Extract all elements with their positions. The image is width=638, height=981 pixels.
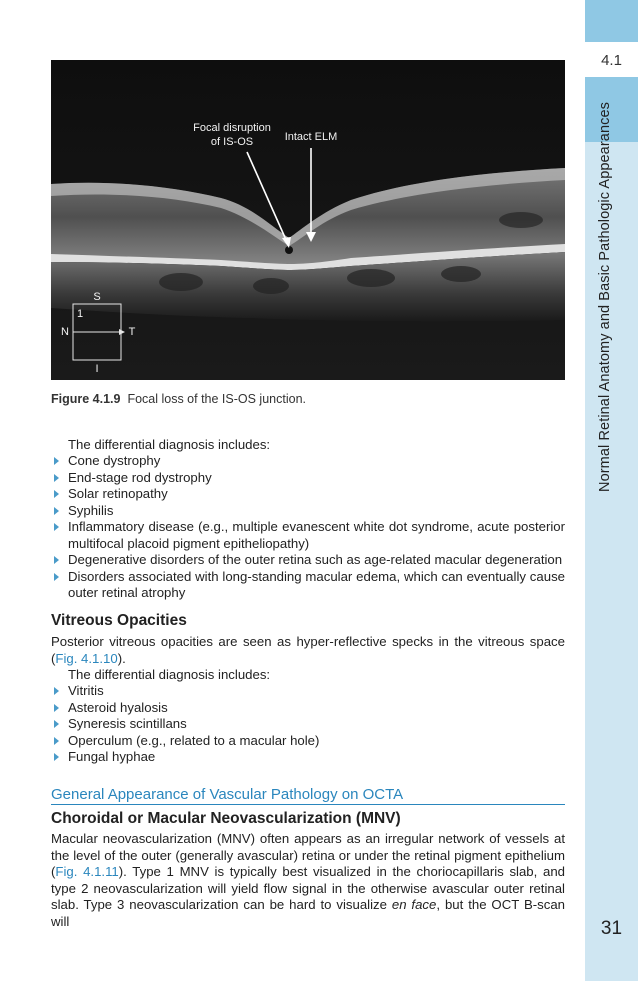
list-item: Vitritis	[51, 683, 565, 700]
list-item: Syphilis	[51, 503, 565, 520]
list-item: Disorders associated with long-standing macular edema, which can eventually cause outer retinal atrophy	[51, 569, 565, 602]
figure-caption-label: Figure 4.1.9	[51, 392, 121, 406]
bullet-icon	[54, 737, 59, 745]
bullet-icon	[54, 687, 59, 695]
figure-caption	[51, 392, 306, 406]
bullet-icon	[54, 556, 59, 564]
orient-t: T	[128, 326, 136, 338]
heading-vascular-pathology: General Appearance of Vascular Pathology on OCTA	[51, 786, 565, 805]
diff1-intro: The differential diagnosis includes:	[68, 437, 271, 452]
section-number: 4.1	[601, 52, 622, 69]
bullet-icon	[54, 704, 59, 712]
bullet-icon	[54, 490, 59, 498]
label-intact-elm: Intact ELM	[284, 131, 338, 143]
figure-caption-text: Focal loss of the IS-OS junction.	[127, 392, 306, 406]
orient-i: I	[95, 363, 99, 375]
heading-mnv: Choroidal or Macular Neovascularization (MNV)	[51, 810, 401, 827]
bullet-icon	[54, 753, 59, 761]
bullet-icon	[54, 457, 59, 465]
diff1-list	[51, 453, 565, 602]
label-focal-disruption-line2: of IS-OS	[210, 136, 254, 148]
chapter-title: Normal Retinal Anatomy and Basic Pathologic Appearances	[597, 102, 613, 492]
diff2-intro: The differential diagnosis includes:	[68, 667, 271, 682]
mnv-paragraph: Macular neovascularization (MNV) often appears as an irregular network of vessels at the level of the outer (generally avascular) retina or under the retinal pigment epithelium (Fig. 4.1.11). Type 1 MNV is typically best visualized in the choriocapillaris slab, and type 2 neovascularization will yield flow signal in the otherwise avascular outer retinal slab. Type 3 neovascularization can be hard to visualize en face, but the OCT B-scan will	[51, 831, 565, 929]
list-item: Degenerative disorders of the outer retina such as age-related macular degeneration	[51, 552, 565, 569]
list-item: Inflammatory disease (e.g., multiple evanescent white dot syndrome, acute posterior multifocal placoid pigment epitheliopathy)	[51, 519, 565, 552]
list-item: Operculum (e.g., related to a macular hole)	[51, 733, 565, 750]
list-item: Cone dystrophy	[51, 453, 565, 470]
fig-4-1-11-link[interactable]: Fig. 4.1.11	[55, 864, 119, 879]
bullet-icon	[54, 523, 59, 531]
orient-scan-number: 1	[77, 308, 84, 320]
label-focal-disruption-line1: Focal disruption	[193, 122, 271, 134]
bullet-icon	[54, 573, 59, 581]
orient-n: N	[61, 326, 69, 338]
bullet-icon	[54, 720, 59, 728]
list-item: Fungal hyphae	[51, 749, 565, 766]
oct-bscan-figure	[51, 60, 565, 380]
heading-vitreous-opacities: Vitreous Opacities	[51, 612, 187, 629]
page-number: 31	[600, 918, 623, 939]
fig-4-1-10-link[interactable]: Fig. 4.1.10	[55, 650, 118, 666]
bullet-icon	[54, 507, 59, 515]
oct-bscan-image	[51, 60, 565, 380]
orient-s: S	[93, 291, 101, 303]
list-item: End-stage rod dystrophy	[51, 470, 565, 487]
vitreous-paragraph: Posterior vitreous opacities are seen as hyper-reflective specks in the vitreous space (Fig. 4.1.10).	[51, 634, 565, 666]
bullet-icon	[54, 474, 59, 482]
diff2-list	[51, 683, 565, 766]
list-item: Asteroid hyalosis	[51, 700, 565, 717]
list-item: Solar retinopathy	[51, 486, 565, 503]
list-item: Syneresis scintillans	[51, 716, 565, 733]
sidebar-tab-top	[585, 0, 638, 42]
